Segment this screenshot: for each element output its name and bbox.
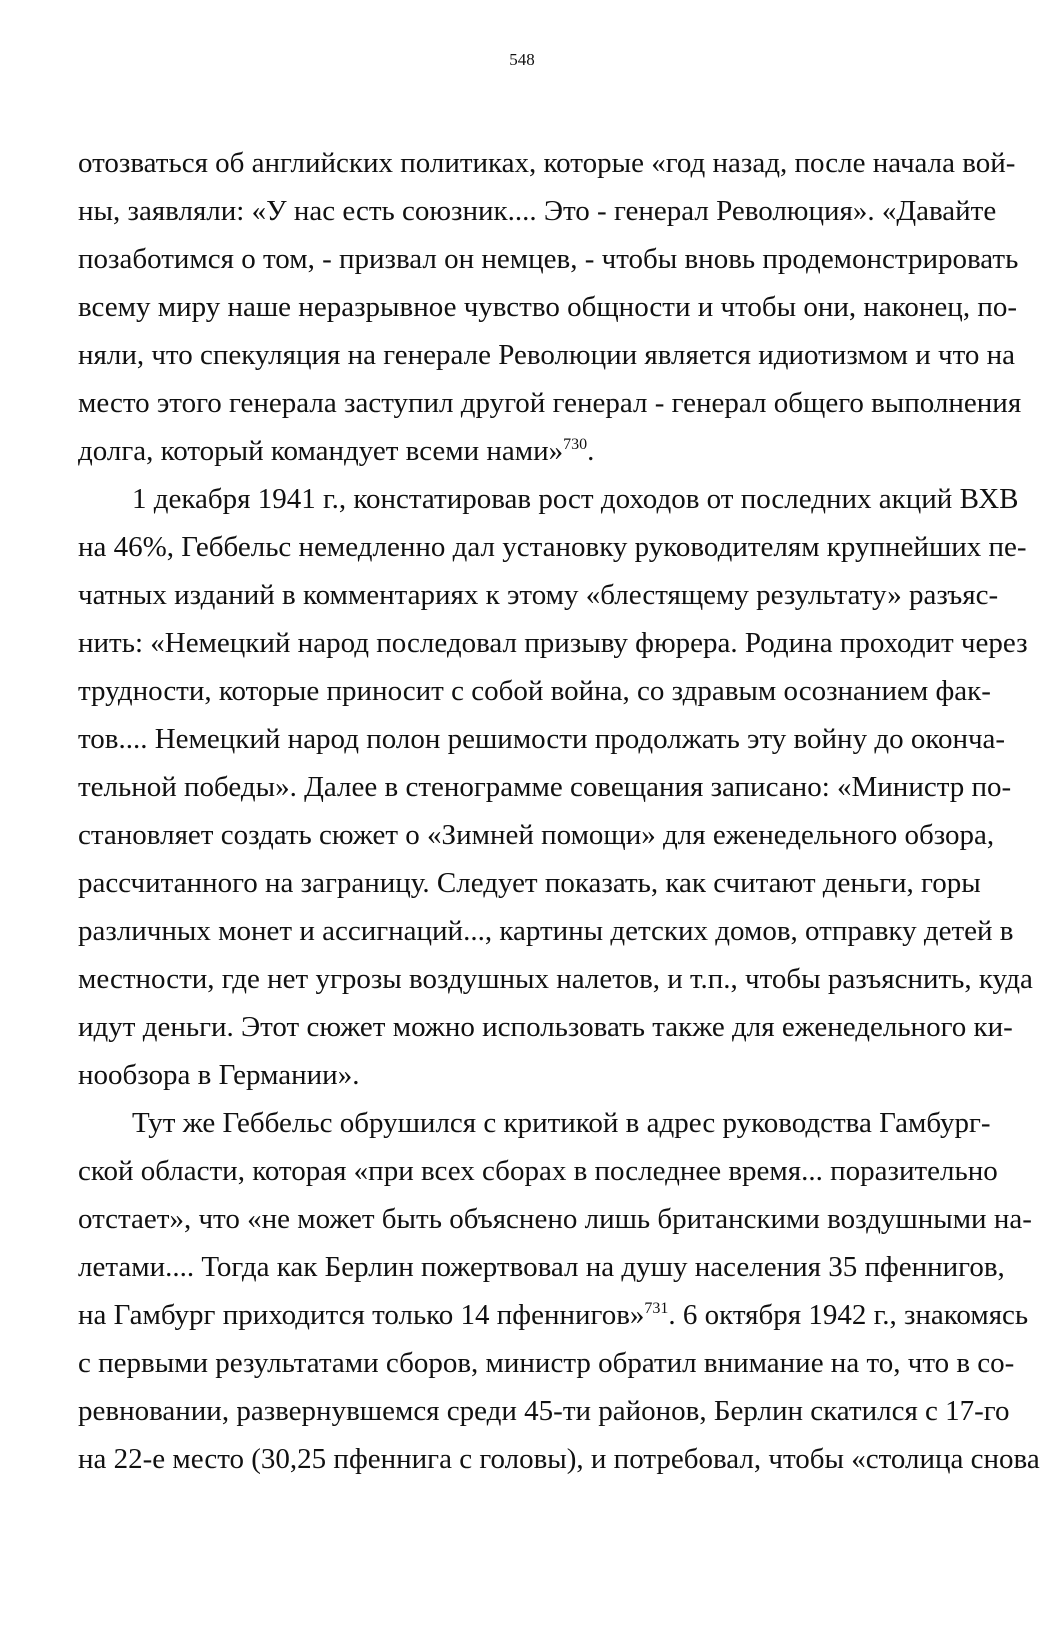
page-number: 548 — [509, 50, 535, 69]
line-text-after-footnote: . 6 октября 1942 г., знакомясь — [668, 1299, 1029, 1331]
line-text: на 46%, Геббельс немедленно дал установку руководителям крупнейших пе- — [78, 531, 1027, 563]
line-text: трудности, которые приносит с собой война, со здравым осознанием фак- — [78, 675, 991, 707]
text-line — [78, 577, 999, 613]
line-text: ской области, которая «при всех сборах в последнее время... поразительно — [78, 1155, 998, 1187]
line-text: ревновании, развернувшемся среди 45-ти районов, Берлин скатился с 17-го — [78, 1395, 1010, 1427]
line-text: всему миру наше неразрывное чувство общности и чтобы они, наконец, по- — [78, 291, 1018, 323]
text-line — [78, 769, 1012, 805]
text-line — [78, 865, 981, 901]
text-line — [78, 721, 1006, 757]
text-line — [78, 193, 997, 229]
line-text: няли, что спекуляция на генерале Революции является идиотизмом и что на — [78, 339, 1016, 371]
text-line — [78, 433, 906, 469]
text-line — [78, 289, 1018, 325]
line-text: 1 декабря 1941 г., констатировав рост доходов от последних акций ВХВ — [132, 483, 1019, 515]
line-text: отозваться об английских политиках, которые «год назад, после начала вой- — [78, 147, 1016, 179]
line-text: на Гамбург приходится только 14 пфеннигов» — [78, 1299, 645, 1331]
line-text: нообзора в Германии». — [78, 1059, 360, 1091]
line-text: на 22-е место (30,25 пфеннига с головы), и потребовал, чтобы «столица снова — [78, 1443, 1040, 1475]
text-line — [78, 1153, 998, 1189]
text-line — [78, 1393, 1010, 1429]
line-text: различных монет и ассигнаций..., картины детских домов, отправку детей в — [78, 915, 1014, 947]
text-line — [78, 673, 991, 709]
line-text: нить: «Немецкий народ последовал призыву фюрера. Родина проходит через — [78, 627, 1028, 659]
text-line — [78, 1441, 1040, 1477]
text-line — [78, 145, 1016, 181]
text-line — [78, 1201, 1032, 1237]
line-text: рассчитанного на заграницу. Следует показать, как считают деньги, горы — [78, 867, 981, 899]
line-text: чатных изданий в комментариях к этому «блестящему результату» разъяс- — [78, 579, 999, 611]
footnote-ref-730: 730 — [563, 436, 588, 453]
text-line — [132, 481, 1019, 517]
line-text: отстает», что «не может быть объяснено лишь британскими воздушными на- — [78, 1203, 1032, 1235]
text-line — [78, 817, 995, 853]
line-text: Тут же Геббельс обрушился с критикой в адрес руководства Гамбург- — [132, 1107, 991, 1139]
line-text: позаботимся о том, - призвал он немцев, - чтобы вновь продемонстрировать — [78, 243, 1019, 275]
line-text-after-footnote: . — [587, 435, 595, 467]
text-line — [78, 337, 1016, 373]
footnote-ref-731: 731 — [644, 1300, 669, 1317]
text-line — [78, 961, 1033, 997]
line-text: летами.... Тогда как Берлин пожертвовал на душу населения 35 пфеннигов, — [78, 1251, 1005, 1283]
text-line — [78, 1249, 1005, 1285]
text-line — [78, 625, 1028, 661]
text-line — [78, 385, 1022, 421]
text-line — [78, 1297, 1029, 1333]
line-text: тов.... Немецкий народ полон решимости продолжать эту войну до оконча- — [78, 723, 1006, 755]
text-line — [78, 529, 1027, 565]
text-line — [132, 1105, 991, 1141]
line-text: тельной победы». Далее в стенограмме совещания записано: «Министр по- — [78, 771, 1012, 803]
line-text: идут деньги. Этот сюжет можно использовать также для еженедельного ки- — [78, 1011, 1013, 1043]
text-line — [78, 1057, 906, 1093]
text-line — [78, 1345, 1015, 1381]
text-line — [78, 241, 1019, 277]
line-text: место этого генерала заступил другой генерал - генерал общего выполнения — [78, 387, 1022, 419]
line-text: с первыми результатами сборов, министр обратил внимание на то, что в со- — [78, 1347, 1015, 1379]
line-text: становляет создать сюжет о «Зимней помощи» для еженедельного обзора, — [78, 819, 995, 851]
line-text: долга, который командует всеми нами» — [78, 435, 564, 467]
line-text: ны, заявляли: «У нас есть союзник.... Это - генерал Революция». «Давайте — [78, 195, 997, 227]
text-line — [78, 913, 1014, 949]
text-line — [78, 1009, 1013, 1045]
line-text: местности, где нет угрозы воздушных налетов, и т.п., чтобы разъяснить, куда — [78, 963, 1033, 995]
